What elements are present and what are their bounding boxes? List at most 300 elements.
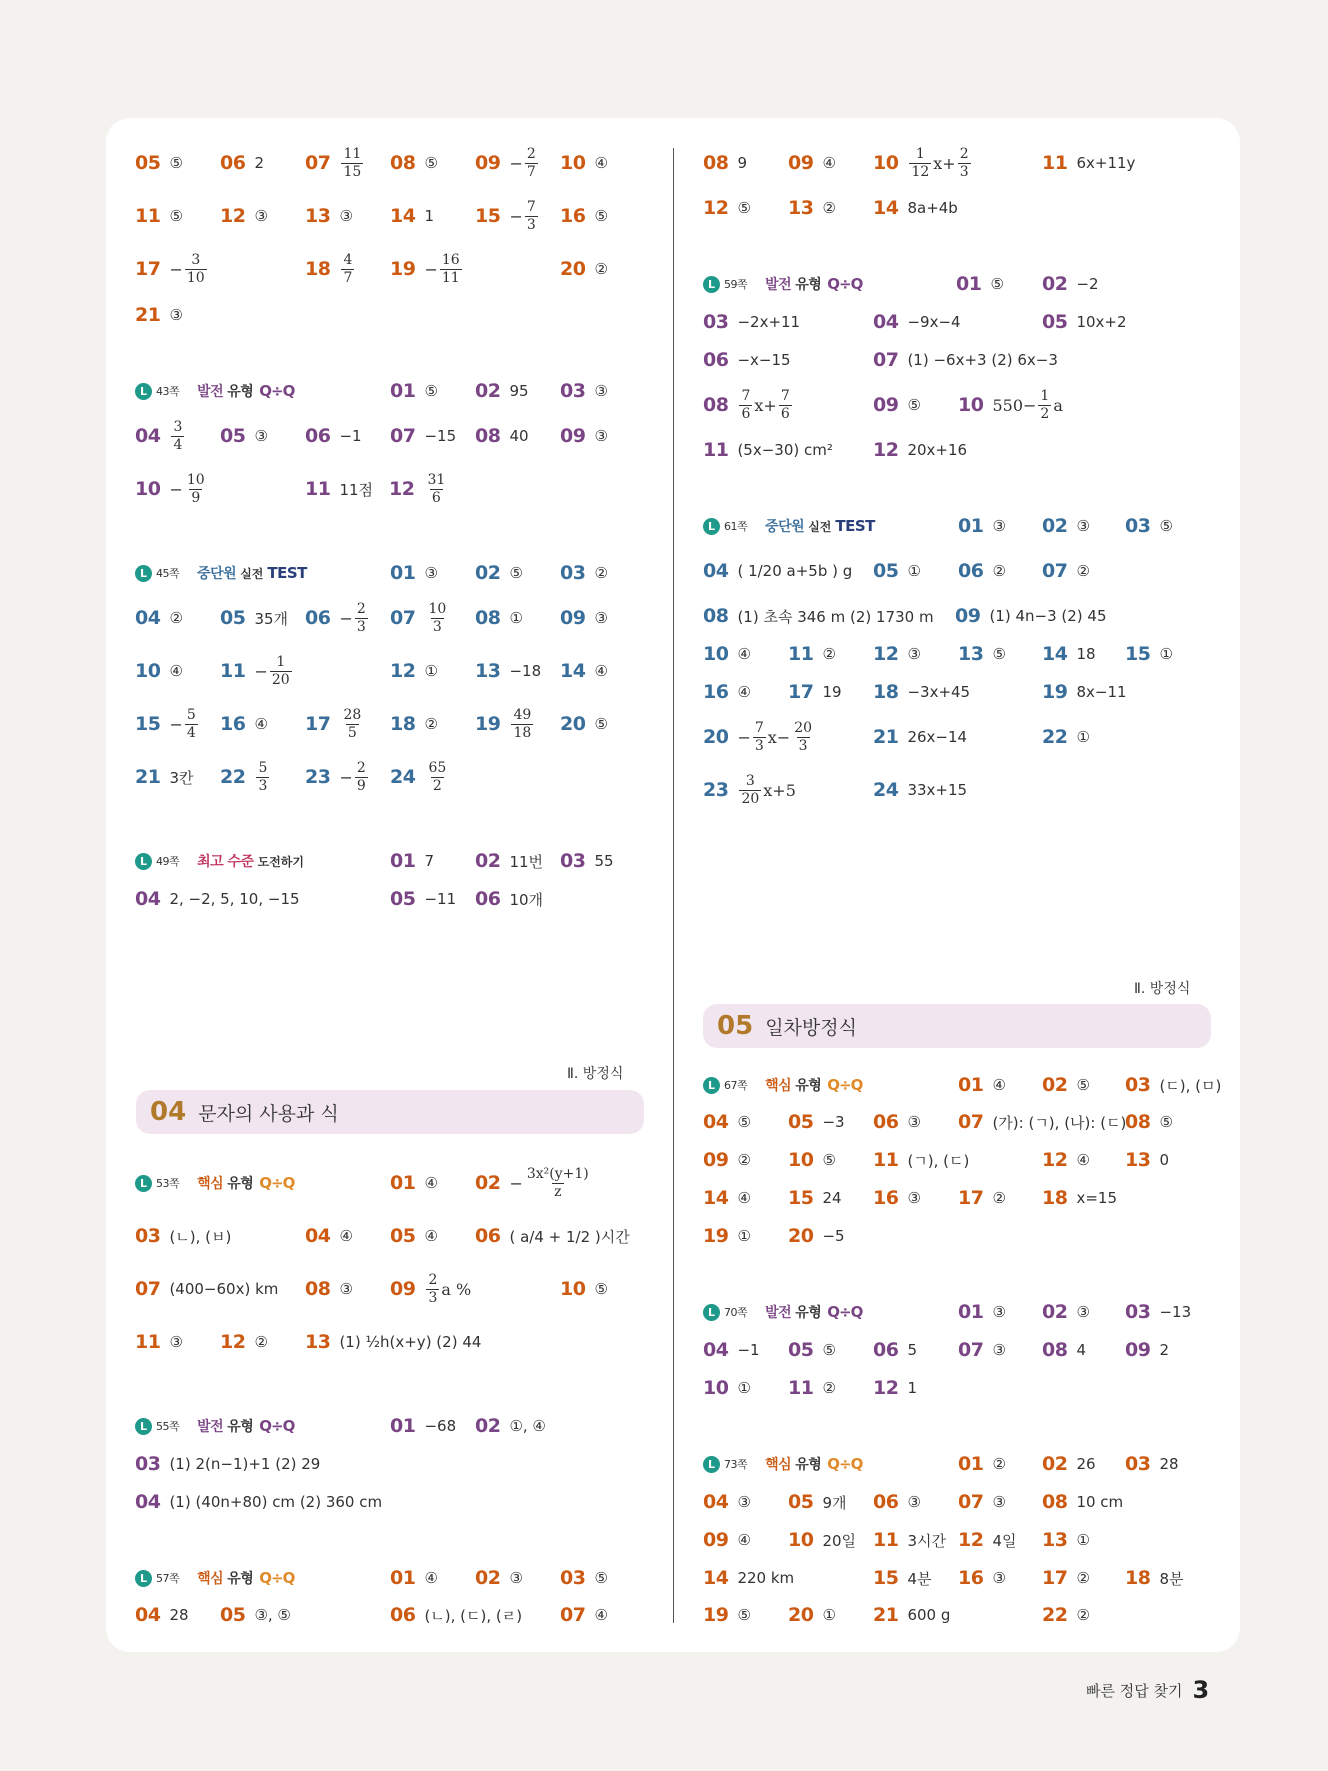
answer-number: 09 (475, 152, 501, 174)
answer-item (703, 385, 794, 425)
answer-value (254, 154, 264, 172)
answer-text: ③ (509, 1569, 523, 1587)
answer-text: (1) ½h(x+y) (2) 44 (339, 1333, 482, 1351)
answer-value (1076, 1189, 1117, 1207)
answer-item (873, 1482, 921, 1522)
answer-number: 11 (873, 1529, 899, 1551)
answer-value (737, 199, 750, 217)
answer-text: ⑤ (424, 154, 438, 172)
answer-text: ③ (1076, 1303, 1090, 1321)
answer-text: ② (822, 645, 836, 663)
fraction (525, 200, 538, 232)
answer-text: −1 (737, 1341, 760, 1359)
answer-value (992, 1455, 1005, 1473)
answer-text: ② (254, 1333, 268, 1351)
answer-number: 13 (958, 643, 984, 665)
answer-suffix: x+ (933, 153, 956, 173)
answer-value (737, 1379, 750, 1397)
answer-number: 04 (703, 1339, 729, 1361)
fraction-denominator: 10 (186, 269, 205, 286)
answer-item (958, 1102, 1126, 1142)
answer-value (169, 1226, 231, 1247)
qq-logo-icon: Q÷Q (827, 1455, 863, 1473)
answer-text: 4 (1076, 1341, 1086, 1359)
answer-text: 7 (424, 852, 434, 870)
answer-value (254, 655, 293, 687)
answer-item (788, 143, 836, 183)
answer-value (992, 1569, 1005, 1587)
answer-value (509, 382, 528, 400)
answer-value (169, 1333, 182, 1351)
answer-value (1076, 1341, 1086, 1359)
answer-item (703, 1178, 751, 1218)
answer-prefix: − (737, 727, 751, 747)
answer-item (1125, 1292, 1191, 1332)
answer-item (788, 188, 836, 228)
answer-item (390, 1163, 438, 1203)
answer-number: 08 (703, 152, 729, 174)
page-ref: 73쪽 (724, 1458, 748, 1471)
answer-number: 09 (703, 1529, 729, 1551)
answer-number: 19 (475, 713, 501, 735)
fraction-denominator: 3 (754, 737, 764, 754)
fraction-numerator: 2 (959, 145, 969, 162)
fraction-denominator: 3 (258, 777, 268, 794)
answer-text: 3칸 (169, 768, 194, 787)
answer-number: 06 (475, 1225, 501, 1247)
answer-item (873, 1102, 921, 1142)
answer-number: 12 (873, 1377, 899, 1399)
answer-item (703, 1595, 751, 1635)
answer-number: 01 (390, 1567, 416, 1589)
answer-item (135, 416, 186, 456)
answer-number: 12 (703, 197, 729, 219)
answer-number: 16 (958, 1567, 984, 1589)
answer-value (822, 1492, 846, 1513)
answer-item (958, 1520, 1017, 1560)
header-title: 핵심 (765, 1457, 792, 1473)
fraction-numerator: 7 (526, 198, 536, 215)
answer-item (135, 143, 183, 183)
answer-text: −15 (424, 427, 457, 445)
answer-number: 08 (1125, 1111, 1151, 1133)
chapter-label-right: Ⅱ. 방정식 (1134, 981, 1191, 997)
answer-number: 03 (1125, 1074, 1151, 1096)
answer-value (509, 851, 543, 872)
answer-text: (1) 2(n−1)+1 (2) 29 (169, 1455, 321, 1473)
answer-number: 06 (873, 1339, 899, 1361)
fraction-denominator: 6 (780, 405, 790, 422)
answer-value (907, 1606, 950, 1624)
section-number: 05 (717, 1011, 754, 1041)
answer-text: x=15 (1076, 1189, 1117, 1207)
answer-number: 19 (1042, 681, 1068, 703)
answer-item (873, 551, 921, 591)
answer-value (990, 275, 1003, 293)
header-title: 최고 수준 (197, 854, 254, 870)
fraction-numerator: 10 (186, 471, 205, 488)
answer-item (956, 264, 1004, 304)
answer-value (509, 662, 541, 680)
answer-item (1042, 302, 1127, 342)
answer-value (822, 1530, 856, 1551)
answer-value (1159, 1113, 1172, 1131)
fraction-denominator: 6 (431, 489, 441, 506)
answer-value (907, 728, 967, 746)
answer-value (1076, 275, 1098, 293)
answer-text: ③ (254, 427, 268, 445)
answer-value (737, 154, 747, 172)
header-title: 중단원 (197, 566, 237, 582)
answer-item (475, 598, 523, 638)
answer-number: 22 (1042, 726, 1068, 748)
answer-value (1076, 517, 1089, 535)
answer-item (220, 598, 288, 638)
answer-number: 01 (958, 1074, 984, 1096)
answer-item (1042, 1444, 1096, 1484)
answer-number: 12 (1042, 1149, 1068, 1171)
footer-label: 빠른 정답 찾기 (1086, 1681, 1183, 1700)
answer-number: 03 (1125, 1301, 1151, 1323)
answer-value (1076, 728, 1089, 746)
answer-item (475, 879, 543, 919)
answer-number: 02 (1042, 273, 1068, 295)
answer-item (873, 1178, 921, 1218)
answer-text: (가): (ㄱ), (나): (ㄷ) (992, 1113, 1127, 1132)
answer-text: ① (1076, 1531, 1090, 1549)
answer-number: 12 (873, 439, 899, 461)
answer-text: −2x+11 (737, 313, 801, 331)
answer-number: 16 (220, 713, 246, 735)
fraction (739, 774, 761, 806)
answer-text: ③, ⑤ (254, 1606, 291, 1624)
page-ref: 67쪽 (724, 1079, 748, 1092)
answer-number: 08 (475, 425, 501, 447)
answer-value (594, 1569, 607, 1587)
fraction (270, 655, 292, 687)
fraction-numerator: 10 (428, 600, 447, 617)
answer-value (1076, 313, 1126, 331)
answer-item (560, 196, 608, 236)
answer-item (475, 1163, 593, 1203)
answer-value (737, 1569, 794, 1587)
answer-value (594, 852, 613, 870)
answer-text: ⑤ (737, 1606, 751, 1624)
answer-item (475, 143, 540, 183)
answer-item (788, 634, 836, 674)
fraction-denominator: 12 (911, 163, 930, 180)
answer-item (560, 143, 608, 183)
answer-text: ② (594, 260, 608, 278)
answer-value (254, 207, 267, 225)
answer-text: ⑤ (169, 207, 183, 225)
fraction-numerator: 28 (343, 706, 362, 723)
answer-item (788, 1330, 836, 1370)
answer-number: 14 (703, 1187, 729, 1209)
answer-text: ⑤ (1159, 517, 1173, 535)
answer-text: 26 (1076, 1455, 1096, 1473)
answer-item (958, 1482, 1006, 1522)
section-title: 일차방정식 (765, 1016, 857, 1039)
fraction-numerator: 11 (343, 145, 362, 162)
lesson-badge-icon: L (135, 1418, 152, 1435)
answer-suffix: a % (441, 1279, 472, 1299)
answer-number: 02 (475, 380, 501, 402)
answer-item (958, 1558, 1006, 1598)
answer-number: 08 (305, 1278, 331, 1300)
answer-value (822, 199, 835, 217)
answer-value (737, 1151, 750, 1169)
answer-text: 11번 (509, 852, 544, 871)
answer-value (169, 154, 182, 172)
fraction-denominator: 2 (432, 777, 442, 794)
answer-item (560, 704, 608, 744)
answer-text: ② (992, 562, 1006, 580)
answer-item (1125, 1065, 1221, 1105)
answer-text: ① (424, 662, 438, 680)
answer-number: 12 (220, 1331, 246, 1353)
answer-number: 01 (958, 515, 984, 537)
fraction-denominator: 3 (356, 618, 366, 635)
answer-number: 01 (958, 1301, 984, 1323)
answer-item (390, 1558, 438, 1598)
answer-number: 06 (873, 1111, 899, 1133)
lesson-badge-icon: L (135, 383, 152, 400)
answer-value (424, 154, 437, 172)
answer-number: 11 (788, 1377, 814, 1399)
header-subtitle: 도전하기 (257, 854, 304, 869)
fraction (1038, 389, 1051, 421)
answer-value (424, 427, 456, 445)
answer-text: 11점 (339, 480, 374, 499)
answer-number: 11 (135, 1331, 161, 1353)
answer-text: 18 (1076, 645, 1096, 663)
answer-value (1159, 1341, 1169, 1359)
answer-text: 20일 (822, 1531, 857, 1550)
answer-number: 01 (390, 380, 416, 402)
answer-text: 2 (254, 154, 264, 172)
answer-item (788, 672, 842, 712)
answer-value (339, 479, 373, 500)
fraction (425, 473, 447, 505)
answer-text: ① (509, 609, 523, 627)
answer-number: 02 (475, 1567, 501, 1589)
answer-value (254, 1333, 267, 1351)
answer-number: 10 (703, 643, 729, 665)
answer-item (220, 757, 271, 797)
answer-item (1042, 1292, 1090, 1332)
answer-number: 12 (390, 660, 416, 682)
answer-number: 05 (788, 1491, 814, 1513)
lesson-badge-icon: L (703, 1304, 720, 1321)
answer-item (135, 598, 183, 638)
answer-number: 14 (1042, 643, 1068, 665)
answer-number: 10 (788, 1149, 814, 1171)
fraction-numerator: 7 (754, 719, 764, 736)
fraction-denominator: 11 (441, 269, 460, 286)
answer-item (958, 1444, 1006, 1484)
answer-text: ④ (992, 1076, 1006, 1094)
answer-number: 14 (703, 1567, 729, 1589)
answer-item (703, 1558, 794, 1598)
answer-value (424, 253, 463, 285)
answer-number: 04 (135, 1491, 161, 1513)
answer-prefix: − (509, 1173, 523, 1193)
answer-item (390, 553, 438, 593)
answer-value (822, 645, 835, 663)
page-ref: 43쪽 (156, 385, 180, 398)
answer-value (169, 708, 199, 740)
answer-item (873, 770, 967, 810)
answer-item (873, 1558, 932, 1598)
answer-number: 10 (135, 478, 161, 500)
answer-item (1042, 717, 1090, 757)
answer-value (509, 1569, 522, 1587)
answer-number: 02 (475, 850, 501, 872)
fraction-numerator: 65 (428, 759, 447, 776)
answer-item (703, 770, 796, 810)
answer-number: 06 (305, 607, 331, 629)
answer-number: 07 (390, 425, 416, 447)
answer-item (703, 1520, 751, 1560)
answer-value (254, 715, 267, 733)
answer-text: ① (737, 1379, 751, 1397)
answer-item (1125, 1558, 1184, 1598)
answer-value (907, 562, 920, 580)
answer-number: 09 (788, 152, 814, 174)
answer-value (424, 1605, 522, 1626)
answer-text: ① (822, 1606, 836, 1624)
fraction (739, 389, 752, 421)
answer-text: (ㄷ), (ㅁ) (1159, 1076, 1222, 1095)
answer-prefix: − (509, 206, 523, 226)
header-title: 핵심 (197, 1176, 224, 1192)
fraction (355, 602, 368, 634)
answer-value (737, 1606, 750, 1624)
answer-value (509, 708, 535, 740)
answer-text: 28 (1159, 1455, 1179, 1473)
header-subtitle: 유형 (227, 384, 254, 400)
answer-item (305, 1216, 353, 1256)
answer-value (424, 382, 437, 400)
answer-number: 18 (873, 681, 899, 703)
fraction (185, 253, 207, 285)
answer-value (907, 199, 957, 217)
answer-value (822, 154, 835, 172)
answer-text: ② (992, 1455, 1006, 1473)
answer-item (703, 1102, 751, 1142)
header-title: 발전 (765, 277, 792, 293)
answer-value (424, 662, 437, 680)
fraction-numerator: 5 (258, 759, 268, 776)
answer-item (560, 416, 608, 456)
answer-value (907, 645, 920, 663)
answer-text: ⑤ (737, 1113, 751, 1131)
answer-text: ③ (907, 645, 921, 663)
answer-number: 03 (560, 562, 586, 584)
answer-value (907, 1530, 946, 1551)
fraction (341, 147, 363, 179)
fraction (753, 721, 766, 753)
answer-value (907, 683, 970, 701)
answer-item (873, 1368, 917, 1408)
answer-value (1076, 1569, 1089, 1587)
answer-item (390, 196, 434, 236)
section-header (135, 558, 307, 588)
answer-text: 4일 (992, 1531, 1017, 1550)
answer-value (1159, 1151, 1169, 1169)
answer-number: 21 (873, 1604, 899, 1626)
fraction (341, 253, 354, 285)
qq-logo-icon: Q÷Q (827, 275, 863, 293)
answer-item (305, 249, 356, 289)
answer-item (220, 651, 294, 691)
answer-value (992, 389, 1062, 421)
answer-number: 10 (873, 152, 899, 174)
page-ref: 70쪽 (724, 1306, 748, 1319)
answer-value (509, 200, 539, 232)
answer-item (390, 143, 438, 183)
answer-text: ④ (1076, 1151, 1090, 1169)
answer-value (822, 1379, 835, 1397)
answer-number: 15 (475, 205, 501, 227)
answer-text: ② (1076, 1569, 1090, 1587)
answer-item (873, 188, 958, 228)
answer-text: ⑤ (169, 154, 183, 172)
section-header (703, 1297, 862, 1327)
answer-number: 18 (1042, 1187, 1068, 1209)
answer-value (339, 1333, 481, 1351)
answer-number: 15 (135, 713, 161, 735)
answer-item (1042, 1065, 1090, 1105)
fraction (256, 761, 269, 793)
answer-text: −5 (822, 1227, 845, 1245)
fraction-numerator: 2 (356, 759, 366, 776)
answer-number: 15 (873, 1567, 899, 1589)
answer-item (135, 469, 209, 509)
answer-item (135, 295, 183, 335)
fraction (440, 253, 462, 285)
answer-number: 02 (1042, 1074, 1068, 1096)
answer-value (339, 708, 365, 740)
answer-value (594, 662, 607, 680)
answer-value (254, 761, 271, 793)
fraction (958, 147, 971, 179)
answer-item (1042, 1140, 1090, 1180)
answer-number: 15 (1125, 643, 1151, 665)
answer-number: 13 (305, 205, 331, 227)
answer-value (339, 253, 356, 285)
answer-item (220, 1322, 268, 1362)
answer-value (339, 761, 369, 793)
answer-number: 03 (560, 380, 586, 402)
answer-item (135, 249, 209, 289)
answer-number: 05 (135, 152, 161, 174)
answer-text: ③ (992, 1341, 1006, 1359)
answer-item (389, 469, 449, 509)
answer-value (1159, 1075, 1221, 1096)
fraction-denominator: 15 (343, 163, 362, 180)
answer-text: −x−15 (737, 351, 791, 369)
answer-value (992, 562, 1005, 580)
qq-logo-icon: Q÷Q (259, 1569, 295, 1587)
answer-number: 01 (958, 1453, 984, 1475)
answer-prefix: − (339, 608, 353, 628)
answer-number: 10 (560, 1278, 586, 1300)
answer-value (423, 473, 449, 505)
section-header (703, 1070, 862, 1100)
answer-text: 55 (594, 852, 614, 870)
